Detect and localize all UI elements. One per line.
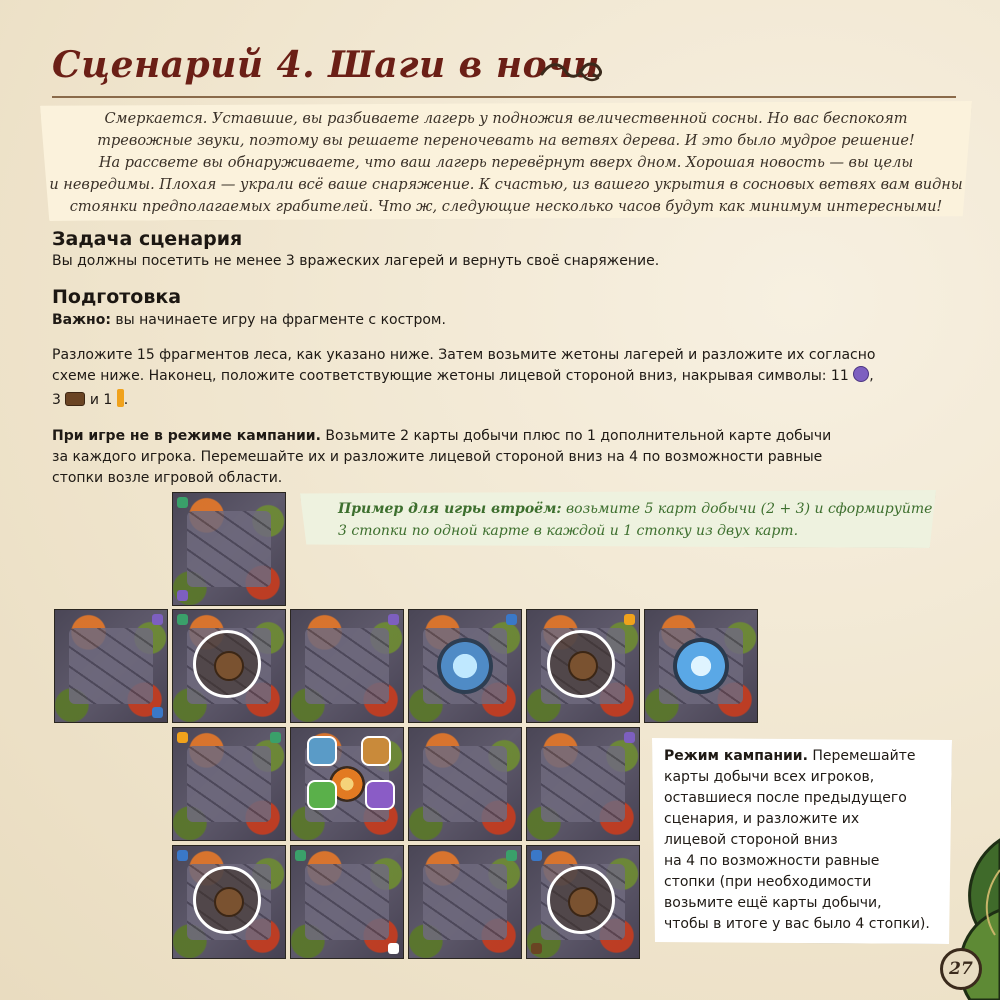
excl-count: и 1 <box>85 392 113 408</box>
forest-tile <box>408 727 522 841</box>
setup-symbols-line: 3 и 1 . <box>52 389 128 411</box>
forest-tile <box>526 727 640 841</box>
forest-tile <box>172 492 286 606</box>
forest-tile <box>172 727 286 841</box>
important-label: Важно: <box>52 312 111 328</box>
important-text: вы начинаете игру на фрагменте с костром. <box>110 312 446 328</box>
crystal-icon <box>673 638 729 694</box>
example-lead: Пример для игры втроём: <box>338 501 562 517</box>
intro-text <box>40 108 972 218</box>
forest-tile <box>290 609 404 723</box>
forest-tile <box>408 845 522 959</box>
enemy-camp-marker <box>547 866 615 934</box>
forest-tile <box>526 609 640 723</box>
chest-symbol-icon <box>65 392 85 406</box>
enemy-camp-marker <box>193 630 261 698</box>
forest-tile <box>54 609 168 723</box>
intro-line: стоянки предполагаемых грабителей. Что ж, следующие несколько часов будут как минимум интересными! <box>69 199 943 215</box>
campaign-text: Режим кампании. Перемешайте карты добычи всех игроков, оставшиеся после предыдущего сценария, и разложите их лицевой стороной вниз на 4 по возможности равные стопки (при необходимости возьмите ещё карты добычи, чтобы в итоге у вас было 4 стопки). <box>664 748 930 932</box>
goblin-symbol-icon <box>853 366 869 382</box>
intro-line: Смеркается. Уставшие, вы разбиваете лагерь у подножия величественной сосны. Но вас беспокоят <box>104 111 908 127</box>
portal-icon <box>437 638 493 694</box>
campaign-label: Режим кампании. <box>664 748 808 764</box>
exclamation-symbol-icon <box>117 389 124 407</box>
forest-tile <box>526 845 640 959</box>
chest-count: 3 <box>52 392 61 408</box>
hero-token <box>365 780 395 810</box>
setup-para-line: Разложите 15 фрагментов леса, как указано ниже. Затем возьмите жетоны лагерей и разложите их согласно <box>52 347 876 363</box>
forest-tile <box>290 845 404 959</box>
important-note <box>52 310 446 331</box>
non-campaign-line: за каждого игрока. Перемешайте их и разложите лицевой стороной вниз на 4 по возможности равные <box>52 449 823 465</box>
forest-tile <box>172 845 286 959</box>
forest-tile <box>290 727 404 841</box>
forest-tile <box>644 609 758 723</box>
objective-text: Вы должны посетить не менее 3 вражеских лагерей и вернуть своё снаряжение. <box>52 253 660 269</box>
page-title: Сценарий 4. Шаги в ночи <box>52 44 600 86</box>
example-text: Пример для игры втроём: возьмите 5 карт добычи (2 + 3) и сформируйте 3 стопки по одной карте в каждой и 1 стопку из двух карт. <box>338 501 933 539</box>
intro-line: На рассвете вы обнаруживаете, что ваш лагерь перевёрнут вверх дном. Хорошая новость — вы целы <box>98 155 914 171</box>
non-campaign-label: При игре не в режиме кампании. <box>52 428 321 444</box>
non-campaign-line: При игре не в режиме кампании. Возьмите 2 карты добычи плюс по 1 дополнительной карте добычи <box>52 428 832 444</box>
swirl-ornament-icon <box>540 58 608 84</box>
forest-tile <box>172 609 286 723</box>
setup-para-line: схеме ниже. Наконец, положите соответствующие жетоны лицевой стороной вниз, накрывая символы: 11 , <box>52 368 874 384</box>
title-divider <box>52 96 956 98</box>
hero-token <box>307 780 337 810</box>
hero-token <box>307 736 337 766</box>
intro-line: тревожные звуки, поэтому вы решаете переночевать на ветвях дерева. И это было мудрое решение! <box>97 133 915 149</box>
setup-heading: Подготовка <box>52 286 182 308</box>
hero-token <box>361 736 391 766</box>
objective-heading: Задача сценария <box>52 228 243 250</box>
page-number: 27 <box>940 948 982 990</box>
enemy-camp-marker <box>193 866 261 934</box>
setup-para-text: схеме ниже. Наконец, положите соответствующие жетоны лицевой стороной вниз, накрывая символы: 11 <box>52 368 849 384</box>
forest-tile <box>408 609 522 723</box>
intro-line: и невредимы. Плохая — украли всё ваше снаряжение. К счастью, из вашего укрытия в сосновых ветвях вам видны <box>49 177 963 193</box>
enemy-camp-marker <box>547 630 615 698</box>
non-campaign-line: стопки возле игровой области. <box>52 470 283 486</box>
